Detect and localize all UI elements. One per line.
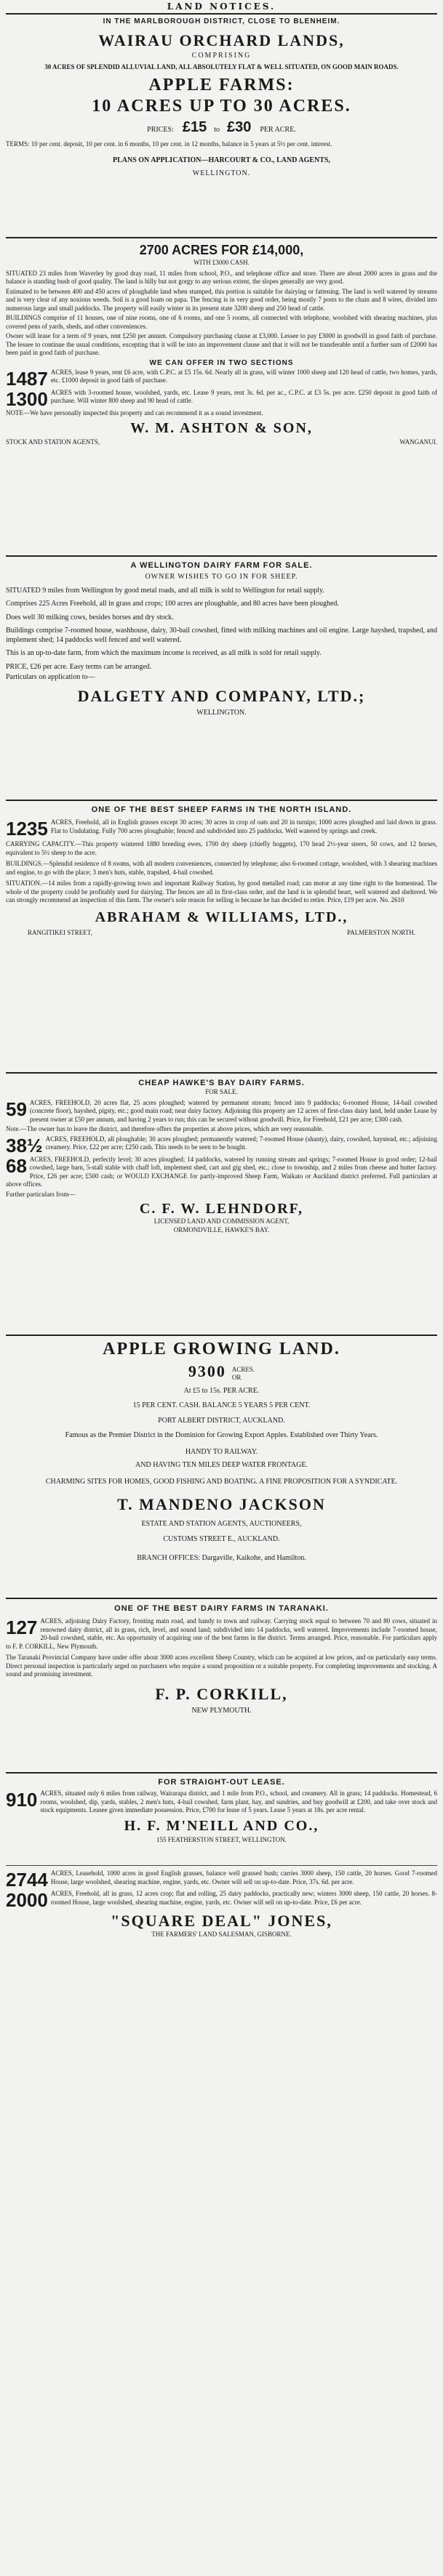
ad-city: WELLINGTON. xyxy=(196,708,247,717)
ad-title: APPLE GROWING LAND. xyxy=(103,1340,340,1359)
divider xyxy=(6,800,437,801)
ad-section-2 xyxy=(6,389,437,408)
ad-firm: W. M. ASHTON & SON, xyxy=(130,420,313,436)
firm-city: ORMONDVILLE, HAWKE'S BAY. xyxy=(173,1225,270,1233)
firm-branch: BRANCH OFFICES: Dargaville, Kaikohe, and Hamilton. xyxy=(137,1554,306,1563)
ad-frontage: AND HAVING TEN MILES DEEP WATER FRONTAGE. xyxy=(135,1461,308,1470)
firm-line: STOCK AND STATION AGENTS, xyxy=(6,438,100,446)
ad-firm: T. MANDENO JACKSON xyxy=(117,1495,326,1514)
price-to-word: to xyxy=(214,126,220,134)
price-to: £30 xyxy=(227,119,252,135)
ad-lease xyxy=(6,1778,437,1844)
para-text: ACRES, situated only 6 miles from railway, Wairarapa district, and 1 mile from P.O., school, and creamery. All in grass; 14 paddocks. Homestead, 6 rooms, woolshed, dip, yards, stables, 2 men's huts, 4-bail cowshed, farm plant, hay, and sundries, and buy goodwill at £200, and take over stock and stock equipments. Leasee given immediate possession. Price, £700 for lease of 5 years. Lease 5 years at 18s. per acre rental. xyxy=(40,1790,437,1814)
divider xyxy=(6,1072,437,1074)
divider xyxy=(6,555,437,557)
ad-para: Does well 30 milking cows, besides horses and dry stock. xyxy=(6,613,174,621)
acre-number: 59 xyxy=(6,1098,27,1120)
acre-number: 910 xyxy=(6,1790,38,1811)
acre-number: 68 xyxy=(6,1155,27,1177)
ad-square-deal xyxy=(6,1869,437,1939)
ad-offer: WE CAN OFFER IN TWO SECTIONS xyxy=(149,358,294,367)
ad-terms: TERMS: 10 per cent. deposit, 10 per cent. in 6 months, 10 per cent. in 12 months, balance in 5 years at 5½ per cent. interest. xyxy=(6,140,332,148)
ad-firm-footer xyxy=(6,438,437,447)
para-text: ACRES, Freehold, all in grass, 12 acres crop; flat and rolling, 25 dairy paddocks, practically new; winters 3000 sheep, 150 cattle, 20 horses. 8-roomed House, large woolshed, shearing machine, engine, yards, etc. Owner will sell on up-to-date. Price, £6 per acre. xyxy=(50,1890,437,1906)
firm-line: THE FARMERS' LAND SALESMAN, GISBORNE. xyxy=(151,1931,292,1938)
ad-para: Further particulars from— xyxy=(6,1190,76,1198)
ad-para: Estimated to be between 400 and 450 acres of ploughable land when stumped, this portion is suitable for dairying or fattening. The land is well watered by streams and is very clear of any noxious weeds. Soil is a good loam on papa. The fencing is in very good order, being mostly 7 posts to the chain and 8 wires, divided into numerous large and small paddocks. The property will easily winter in its present state 3200 sheep and 250 head of cattle. xyxy=(6,287,437,312)
acre-number: 9300 xyxy=(188,1362,226,1380)
ad-firm: DALGETY AND COMPANY, LTD.; xyxy=(77,686,366,705)
ad-city: WELLINGTON. xyxy=(192,169,251,177)
firm-line: ESTATE AND STATION AGENTS, AUCTIONEERS, xyxy=(141,1520,302,1529)
para-text: ACRES, FREEHOLD, perfectly level; 30 acres ploughed; 14 paddocks, watered by running stream and springs; 7-roomed House in good order; 12-bail cowshed, large barn, 5-stall stable with chaff loft, implement shed, cart and gig shed, etc.; close to township, and 2 miles from cheese and butter factory. Price, £26 per acre; £500 cash; or WOULD EXCHANGE for partly-improved Sheep Farm, Waikato or Auckland district preferred. Full particulars at above offices. xyxy=(6,1155,437,1188)
firm-city: PALMERSTON NORTH. xyxy=(347,928,415,936)
ad-para: Famous as the Premier District in the Dominion for Growing Export Apples. Established over Thirty Years. xyxy=(65,1431,378,1440)
ad-note: NOTE—We have personally inspected this property and can recommend it as a sound investment. xyxy=(6,408,263,416)
ad-firm: ABRAHAM & WILLIAMS, LTD., xyxy=(95,909,348,925)
ad-farms-heading: APPLE FARMS: xyxy=(148,76,295,94)
acre-number: 38½ xyxy=(6,1135,43,1154)
ad-para: Buildings comprise 7-roomed house, washhouse, dairy, 30-bail cowshed, fitted with milking machines and oil engine. Large hayshed, trapshed, and implement shed; 14 paddocks well fenced and well watered. xyxy=(6,627,437,644)
ad-taranaki xyxy=(6,1604,437,1715)
divider xyxy=(6,13,437,15)
ad-sheep-farm xyxy=(6,805,437,937)
divider xyxy=(6,1598,437,1599)
ad-para: Particulars on application to— xyxy=(6,673,95,681)
para-text: ACRES, Leasehold, 1000 acres in good English grasses, balance well grassed bush; carries 3000 sheep, 150 cattle, 20 horses. Good 7-roomed House, large woolshed, shearing machine, engine, yards, etc. Owner will sell on up-to-date. Price, 37s. 6d. per acre. xyxy=(50,1869,437,1885)
ad-para: Owner will lease for a term of 9 years, rent £250 per annum. Compulsory purchasing clause at £3,000. Lessee to pay £3000 in goodwill in good faith of purchase. The lessee to continue the usual conditions, excepting that it will be into an improvement clause and that it will not be transferable until a further sum of £2000 has been paid in good faith of purchase. xyxy=(6,332,437,356)
ad-hawkes-bay xyxy=(6,1079,437,1234)
ad-para: CARRYING CAPACITY.—This property wintered 1880 breeding ewes, 1700 dry sheep (chiefly hoggets), 170 head 2½-year steers, 50 cows, and 12 horses, equivalent to 5½ sheep to the acre. xyxy=(6,840,437,856)
ad-firm: C. F. W. LEHNDORF, xyxy=(139,1201,304,1217)
acre-number: 1235 xyxy=(6,818,48,837)
ad-para: BUILDINGS.—Splendid residence of 8 rooms, with all modern conveniences, connected by telephone; also 6-roomed cottage, woolshed, with 3 shearing machines and engine, to go with the place; 3 men's huts, stable, trapshed, 4-bail cowshed. xyxy=(6,860,437,876)
ad-title: 2700 ACRES FOR £14,000, xyxy=(139,243,304,257)
ad-comprising: COMPRISING xyxy=(191,52,252,60)
ad-acreage xyxy=(6,1362,437,1382)
firm-line: LICENSED LAND AND COMMISSION AGENT, xyxy=(153,1217,290,1225)
ad-para xyxy=(6,1890,437,1909)
ad-district: PORT ALBERT DISTRICT, AUCKLAND. xyxy=(158,1416,285,1425)
ad-firm: "SQUARE DEAL" JONES, xyxy=(111,1912,332,1930)
ad-para xyxy=(6,1617,437,1651)
acre-number: 1487 xyxy=(6,368,48,387)
ad-title: ONE OF THE BEST SHEEP FARMS IN THE NORTH ISLAND. xyxy=(91,805,352,814)
ad-title: WAIRAU ORCHARD LANDS, xyxy=(98,31,345,49)
ad-description: 30 ACRES OF SPLENDID ALLUVIAL LAND, ALL ABSOLUTELY FLAT & WELL SITUATED, ON GOOD MAIN ROADS. xyxy=(44,63,399,71)
para-text: ACRES, adjoining Dairy Factory, fronting main road, and handy to town and railway. Carrying stock equal to between 70 and 80 cows, situated in renowned dairy district, all in grass, rich, level, and sound land; subdivided into 14 paddocks, well watered. Improvements include 7-roomed house, 20-bail cowshed, stable, etc. An opportunity of acquiring one of the best farms in the district. Terms arranged. Price, reasonable. For particulars apply to F. P. CORKILL, New Plymouth. xyxy=(6,1617,437,1650)
ad-firm-footer xyxy=(6,929,437,938)
ad-para: This is an up-to-date farm, from which the maximum income is received, as all milk is sold for retail supply. xyxy=(6,649,322,657)
ad-para xyxy=(6,1790,437,1815)
firm-city: WANGANUI. xyxy=(399,438,437,446)
section-text: ACRES with 3-roomed house, woolshed, yards, etc. Lease 9 years, rent 3s. 6d. per ac., C.P.C. at £3 5s. per acre. £250 deposit in good faith of purchase. Will winter 800 sheep and 90 head of cattle. xyxy=(50,388,437,404)
ad-para: The Taranaki Provincial Company have under offer about 3000 acres excellent Sheep Country, which can be acquired at low prices, and on particularly easy terms. Direct personal inspection is particularly urged on purchasers who require a sound proposition or a suitable property. For completing improvements and stocking. A sound and promising investment. xyxy=(6,1654,437,1678)
ad-apple-growing xyxy=(6,1340,437,1563)
ad-para: SITUATED 9 miles from Wellington by good metal roads, and all milk is sold to Wellington for retail supply. xyxy=(6,586,324,595)
acre-number: 2744 xyxy=(6,1869,48,1888)
page-header: LAND NOTICES. xyxy=(167,1,276,12)
ad-plans: PLANS ON APPLICATION—HARCOURT & CO., LAND AGENTS, xyxy=(112,156,331,164)
ad-price: PRICE, £26 per acre. Easy terms can be arranged. xyxy=(6,662,152,671)
acre-number: 1300 xyxy=(6,388,48,408)
section-text: ACRES, lease 9 years, rent £6 acre, with C.P.C. at £5 15s. 6d. Nearly all in grass, will winter 1000 sheep and 120 head of cattle, two homes, yards, etc. £1000 deposit in good faith of purchase. xyxy=(50,368,437,384)
ad-wellington-dairy xyxy=(6,561,437,717)
ad-location: IN THE MARLBOROUGH DISTRICT, CLOSE TO BLENHEIM. xyxy=(103,17,340,25)
ad-para xyxy=(6,1156,437,1189)
ad-para: SITUATED 23 miles from Waverley by good dray road, 11 miles from school, P.O., and telephone office and store. There are about 2000 acres in grass and the balance is standing bush of good quality. The land is hilly but not gorgy to any serious extent, the slopes generally are very good. xyxy=(6,269,437,285)
acre-number: 127 xyxy=(6,1617,38,1638)
ad-wairau-orchard xyxy=(6,17,437,179)
ad-para xyxy=(6,818,437,837)
ad-para xyxy=(6,1869,437,1888)
ad-subtitle: WITH £3000 CASH. xyxy=(193,259,250,266)
firm-street: 155 FEATHERSTON STREET, WELLINGTON. xyxy=(156,1835,287,1843)
ad-charm: CHARMING SITES FOR HOMES, GOOD FISHING AND BOATING. A FINE PROPOSITION FOR A SYNDICATE. xyxy=(45,1477,398,1486)
price-unit: PER ACRE. xyxy=(260,126,296,134)
ad-subtitle: OWNER WISHES TO GO IN FOR SHEEP. xyxy=(145,573,298,581)
ad-para: BUILDINGS comprise of 11 houses, one of nine rooms, one of 6 rooms, and one 5 rooms, all connected with telephone, woolshed with shearing machines, plus covered pens of yards, sheds, and other conveniences. xyxy=(6,314,437,330)
acre-number: 2000 xyxy=(6,1890,48,1909)
ad-acre-range: 10 ACRES UP TO 30 ACRES. xyxy=(92,97,351,116)
ad-section-1 xyxy=(6,369,437,387)
divider xyxy=(6,237,437,238)
para-text: ACRES, FREEHOLD, all ploughable; 30 acres ploughed; permanently watered; 7-roomed House (shanty), dairy, cowshed, haystead, etc.; adjoining creamery. Price, £22 per acre; £250 cash. This needs to be seen to be bought. xyxy=(45,1135,437,1151)
prices-label: PRICES: xyxy=(147,126,174,134)
ad-title: FOR STRAIGHT-OUT LEASE. xyxy=(158,1778,285,1787)
para-text: ACRES, Freehold, all in English grasses except 30 acres; 30 acres in crop of oats and 20 in turnips; 1000 acres ploughed and laid down in grass. Flat to Undulating. Fully 700 acres ploughable; fenced and subdivided into 25 paddocks. Well watered by springs and creek. xyxy=(50,818,437,834)
firm-street: CUSTOMS STREET E., AUCKLAND. xyxy=(163,1534,280,1543)
ad-para: Comprises 225 Acres Freehold, all in grass and crops; 100 acres are ploughable, and 80 acres have been ploughed. xyxy=(6,600,339,608)
acre-or: OR xyxy=(231,1374,242,1382)
ad-para: SITUATION.—14 miles from a rapidly-growing town and important Railway Station, by good metalled road; can motor at any time right to the homestead. The whole of the property could be profitably used for dairying. The fences are all in first-class order, and the land is in splendid heart, well watered and sheltered. We can strongly recommend an inspection of this farm. The owner's sole reason for selling is because he has decided to retire. Price, £19 per acre. No. 2610 xyxy=(6,880,437,903)
ad-title: ONE OF THE BEST DAIRY FARMS IN TARANAKI. xyxy=(114,1604,329,1613)
firm-street: RANGITIKEI STREET, xyxy=(28,928,92,936)
acre-unit-block xyxy=(232,1366,255,1382)
divider xyxy=(6,1335,437,1336)
ad-terms: 15 PER CENT. CASH. BALANCE 5 YEARS 5 PER CENT. xyxy=(132,1401,311,1410)
divider xyxy=(6,1772,437,1774)
ad-para xyxy=(6,1135,437,1154)
price-from: £15 xyxy=(182,119,207,135)
ad-handy: HANDY TO RAILWAY. xyxy=(185,1447,258,1456)
para-text: ACRES, FREEHOLD, 20 acres flat, 25 acres ploughed; watered by permanent stream; fenced into 9 paddocks; 6-roomed House, 14-bail cowshed (concrete floor), hayshed, pigsty, etc.; good main road; near dairy factory. Adjoining this property are 12 acres of first-class dairy land, held under Lease by present owner at £50 per annum, and having 2 years to run; this can be secured without goodwill. Price, for Freehold, £21 per acre; £300 cash. xyxy=(29,1098,437,1123)
ad-2700-acres xyxy=(6,243,437,447)
ad-title: A WELLINGTON DAIRY FARM FOR SALE. xyxy=(130,561,313,570)
ad-prices xyxy=(6,119,437,136)
ad-para: Note.—The owner has to leave the district, and therefore offers the properties at above prices, which are very reasonable. xyxy=(6,1125,324,1132)
ad-firm: H. F. M'NEILL AND CO., xyxy=(124,1817,319,1834)
ad-para xyxy=(6,1099,437,1124)
ad-subtitle: FOR SALE. xyxy=(205,1088,238,1095)
firm-city: NEW PLYMOUTH. xyxy=(191,1706,252,1715)
ad-price: At £5 to 15s. PER ACRE. xyxy=(183,1386,260,1395)
acre-unit: ACRES. xyxy=(231,1365,255,1373)
ad-title: CHEAP HAWKE'S BAY DAIRY FARMS. xyxy=(138,1079,305,1087)
divider xyxy=(6,1865,437,1866)
ad-firm: F. P. CORKILL, xyxy=(155,1684,288,1703)
